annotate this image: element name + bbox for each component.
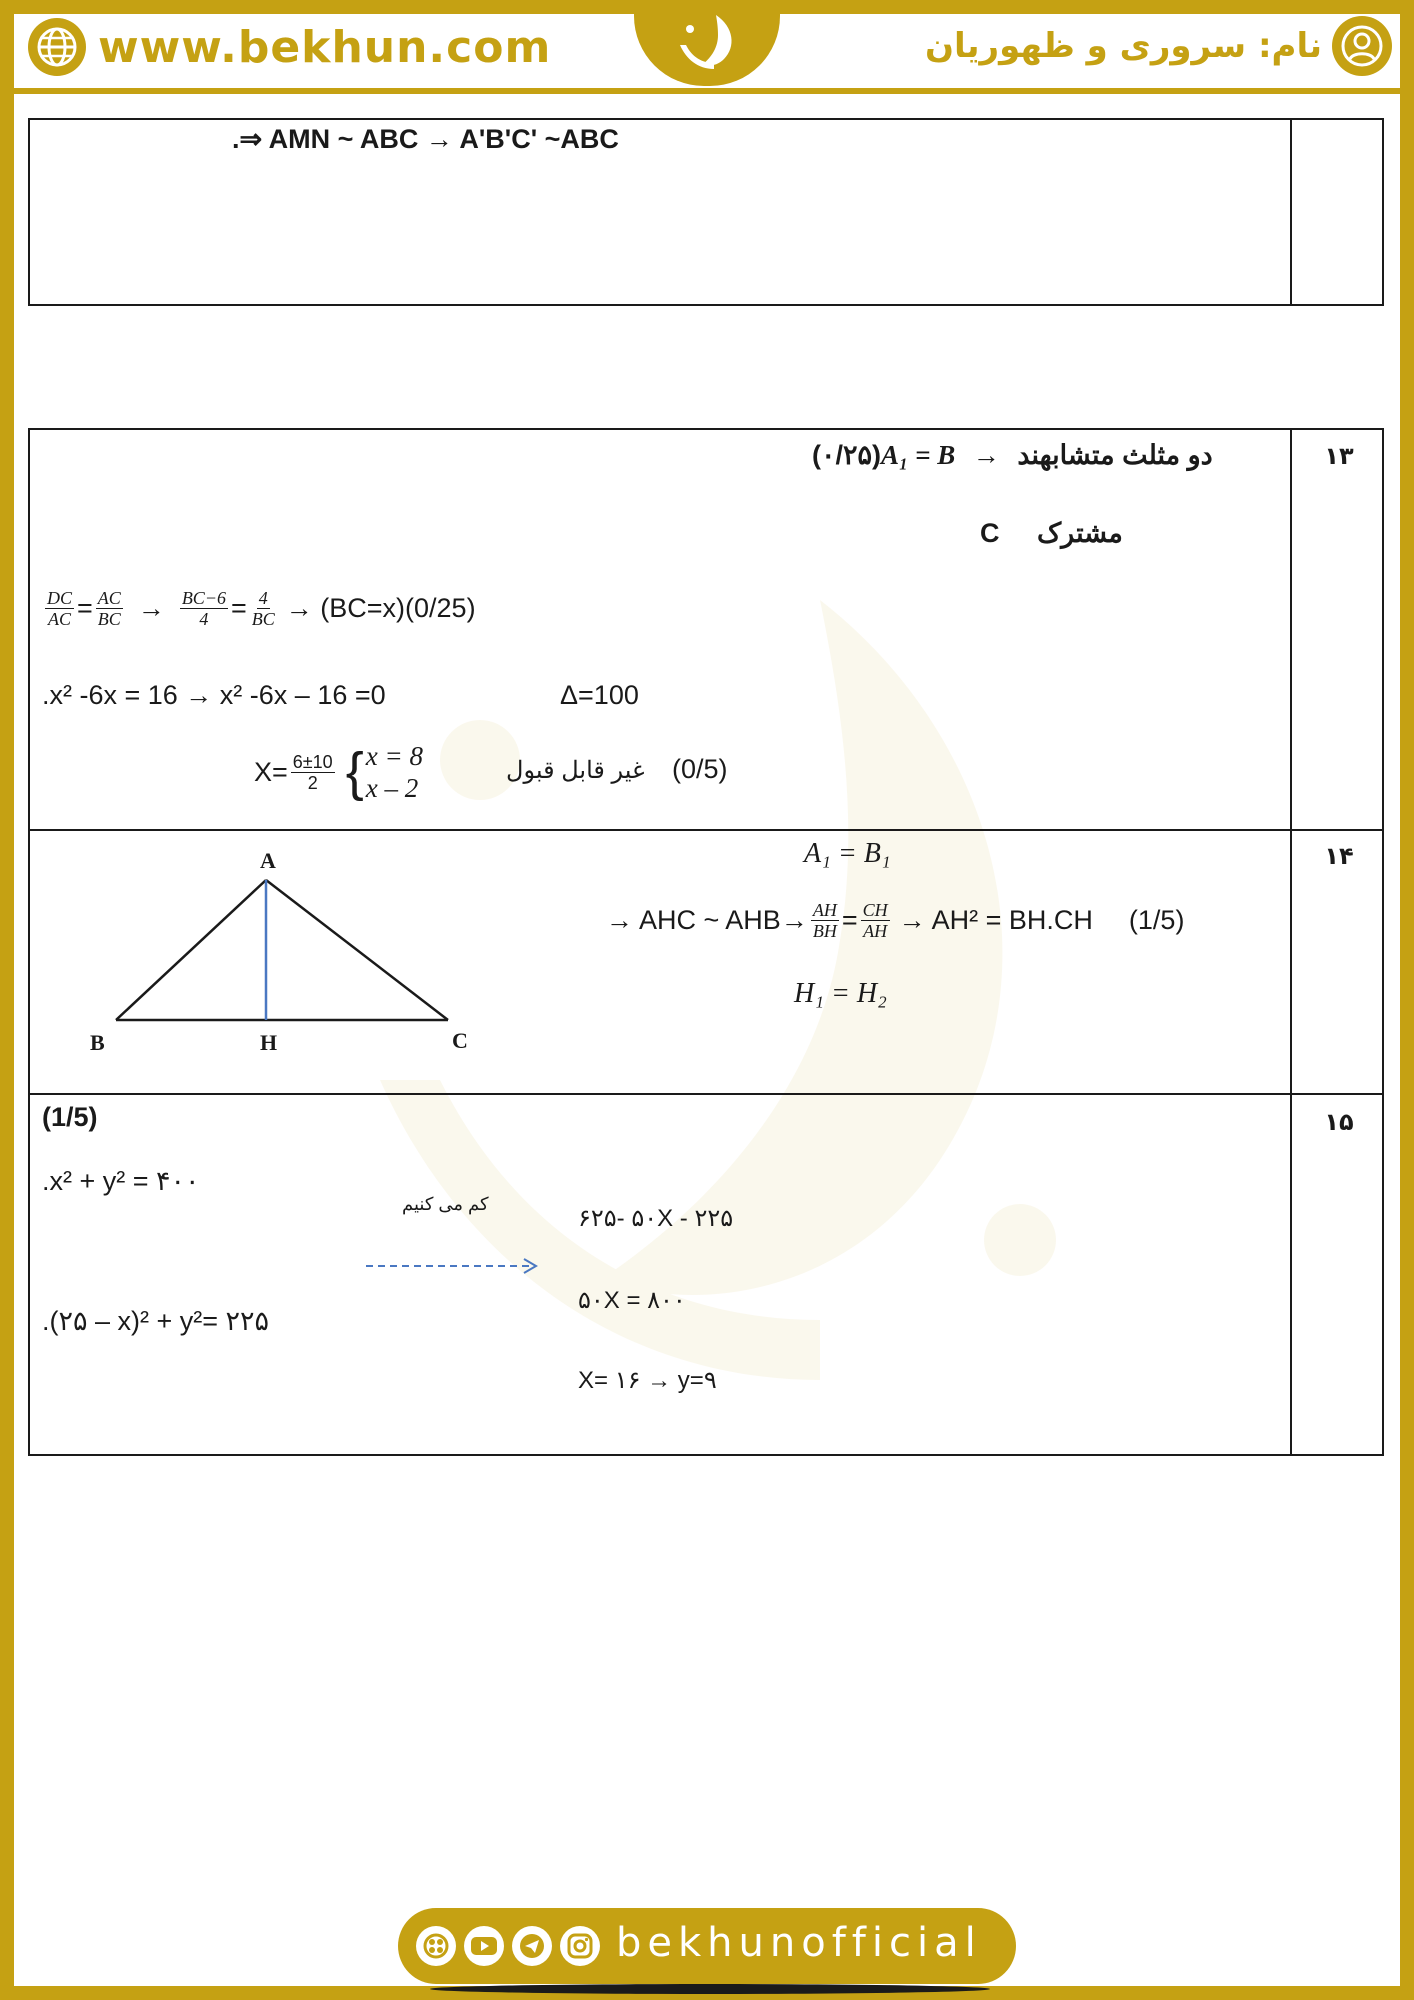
q14-similarity: → AHC ~ AHB→ (606, 905, 808, 935)
author-name-text: نام: سروری و ظهوریان (924, 26, 1322, 66)
bekhun-logo (634, 0, 780, 86)
fraction-roots: $\frac{6\pm 10}{2}$ (292, 751, 333, 793)
row-divider-14-15 (28, 1093, 1384, 1095)
header-divider (14, 88, 1400, 94)
q12-line-1: .⇒ AMN ~ ABC → A'B'C' ~ABC (232, 124, 619, 154)
number-column (1290, 120, 1382, 304)
q15-step-2: ۵۰X = ۸۰۰ (578, 1287, 686, 1314)
instagram-icon[interactable] (560, 1926, 600, 1966)
arrow-icon: → (972, 440, 1000, 470)
q14-angle-eq-1: A₁ = B₁ (804, 838, 891, 869)
root-two: x – 2 (365, 773, 419, 803)
question-number-15: ۱۵ (1324, 1108, 1354, 1136)
website-link[interactable] (28, 18, 551, 76)
q14-similarity-line: → AHC ~ AHB→ $\frac{AH}{BH}$ = $\frac{CH}{AH}$ → AH² = BH.CH (1/5) (606, 900, 1185, 941)
fraction-bc6-4: $\frac{BC-6}{4}$ (181, 588, 226, 629)
q15-step-1: ۶۲۵- ۵۰X - ۲۲۵ (578, 1205, 734, 1232)
q15-score: (1/5) (42, 1102, 98, 1132)
q13-roots: X= $\frac{6\pm 10}{2}$ { x = 8 x – 2 (254, 741, 423, 803)
question-number-13: ۱۳ (1324, 442, 1354, 470)
author-name (925, 16, 1392, 76)
q15-equation-2: .(۲۵ – x)² + y²= ۲۲۵ (42, 1306, 270, 1336)
triangle-diagram (96, 850, 496, 1060)
fraction-ah-bh: $\frac{AH}{BH}$ (812, 900, 837, 941)
social-icons (416, 1926, 600, 1966)
q13-common-letter: C (980, 518, 1000, 548)
number-column (1290, 430, 1382, 1454)
youtube-icon[interactable] (464, 1926, 504, 1966)
q13-line-1 (812, 440, 1213, 471)
q13-common-angle (980, 518, 1123, 549)
q13-discriminant: Δ=100 (560, 680, 639, 710)
q15-equation-1: .x² + y² = ۴۰۰ (42, 1166, 200, 1196)
q13-ratio-tail: → (BC=x)(0/25) (285, 593, 476, 623)
root-prefix: X= (254, 756, 288, 787)
q13-ratio-line: $\frac{DC}{AC}$ = $\frac{AC}{BC}$ → $\frac{BC-6}{4}$ = $\frac{4}{BC}$ → (BC=x)(0/25) (47, 588, 476, 629)
vertex-c-label: C (452, 1028, 468, 1053)
fraction-4-bc: $\frac{4}{BC}$ (251, 588, 275, 629)
user-icon (1332, 16, 1392, 76)
telegram-icon[interactable] (512, 1926, 552, 1966)
q15-step-3: X= ۱۶ → y=۹ (578, 1367, 717, 1394)
q13-similar-text: دو مثلث متشابهند (1017, 440, 1213, 470)
aparat-icon[interactable] (416, 1926, 456, 1966)
q13-equality: A₁ = B (881, 440, 956, 470)
foot-h-label: H (260, 1030, 278, 1055)
q15-subtract-label: کم می کنیم (402, 1194, 489, 1214)
q13-not-accepted: غیر قابل قبول (506, 757, 645, 784)
q14-angle-eq-3: H₁ = H₂ (794, 978, 887, 1009)
q13-quadratic: .x² -6x = 16 → x² -6x – 16 =0 (42, 680, 386, 710)
vertex-a-label: A (260, 848, 276, 873)
footer-shadow (430, 1984, 990, 1994)
root-one: x = 8 (365, 741, 423, 771)
social-handle[interactable]: bekhunofficial (616, 1920, 982, 1966)
vertex-b-label: B (90, 1030, 105, 1055)
globe-icon (28, 18, 86, 76)
fraction-dc-ac: $\frac{DC}{AC}$ (47, 588, 73, 629)
page-header (0, 0, 1414, 94)
social-footer (398, 1908, 1016, 1984)
q13-score: (۰/۲۵) (812, 440, 881, 470)
fraction-ch-ah: $\frac{CH}{AH}$ (862, 900, 888, 941)
website-url: www.bekhun.com (98, 21, 552, 73)
q13-common-word: مشترک (1037, 518, 1123, 548)
fraction-ac-bc: $\frac{AC}{BC}$ (97, 588, 121, 629)
q14-result: → AH² = BH.CH (898, 905, 1093, 935)
dashed-arrow-icon (364, 1256, 544, 1276)
row-divider-13-14 (28, 829, 1384, 831)
q13-roots-score: (0/5) (672, 754, 728, 784)
question-number-14: ۱۴ (1324, 842, 1354, 870)
q14-score: (1/5) (1128, 905, 1185, 935)
